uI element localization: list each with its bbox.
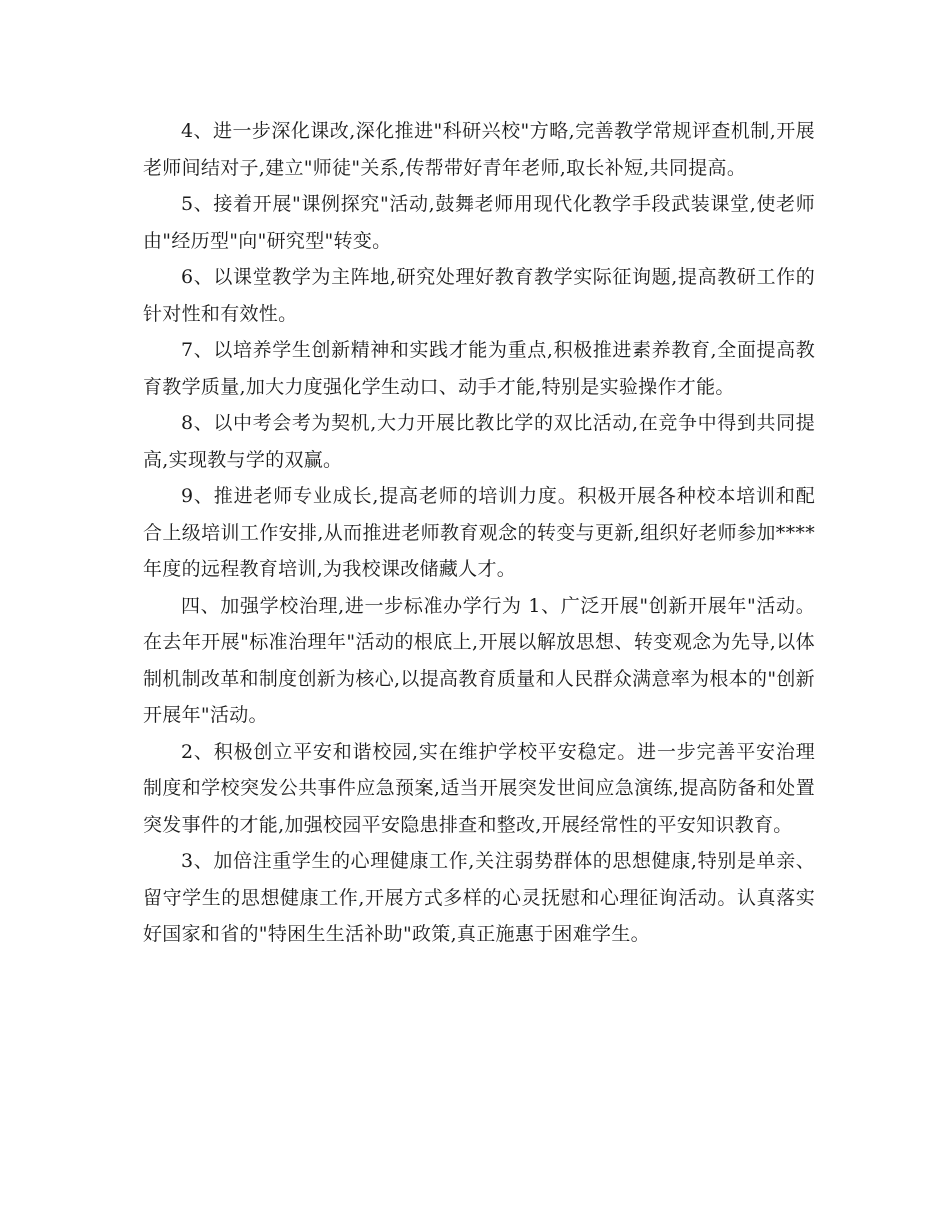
paragraph-item-7: 7、以培养学生创新精神和实践才能为重点,积极推进素养教育,全面提高教育教学质量,加大力度强化学生动口、动手才能,特别是实验操作才能。 [143, 339, 815, 398]
paragraph-item-5: 5、接着开展"课例探究"活动,鼓舞老师用现代化教学手段武装课堂,使老师由"经历型"向"研究型"转变。 [143, 193, 815, 252]
paragraph-item-6: 6、以课堂教学为主阵地,研究处理好教育教学实际征询题,提高教研工作的针对性和有效性。 [143, 266, 815, 325]
paragraph-section-4-item-2: 2、积极创立平安和谐校园,实在维护学校平安稳定。进一步完善平安治理制度和学校突发公共事件应急预案,适当开展突发世间应急演练,提高防备和处置突发事件的才能,加强校园平安隐患排查和整改,开展经常性的平安知识教育。 [143, 740, 815, 836]
paragraph-section-4-item-3: 3、加倍注重学生的心理健康工作,关注弱势群体的思想健康,特别是单亲、留守学生的思想健康工作,开展方式多样的心灵抚慰和心理征询活动。认真落实好国家和省的"特困生生活补助"政策,真正施惠于困难学生。 [143, 850, 815, 945]
paragraph-section-4: 四、加强学校治理,进一步标准办学行为 1、广泛开展"创新开展年"活动。在去年开展"标准治理年"活动的根底上,开展以解放思想、转变观念为先导,以体制机制改革和制度创新为核心,以提高教育质量和人民群众满意率为根本的"创新开展年"活动。 [143, 594, 815, 726]
document-body [143, 113, 815, 953]
paragraph-item-9: 9、推进老师专业成长,提高老师的培训力度。积极开展各种校本培训和配合上级培训工作安排,从而推进老师教育观念的转变与更新,组织好老师参加****年度的远程教育培训,为我校课改储藏人才。 [143, 485, 815, 580]
paragraph-item-4: 4、进一步深化课改,深化推进"科研兴校"方略,完善教学常规评查机制,开展老师间结对子,建立"师徒"关系,传帮带好青年老师,取长补短,共同提高。 [143, 120, 815, 179]
paragraph-item-8: 8、以中考会考为契机,大力开展比教比学的双比活动,在竞争中得到共同提高,实现教与学的双赢。 [143, 412, 815, 471]
